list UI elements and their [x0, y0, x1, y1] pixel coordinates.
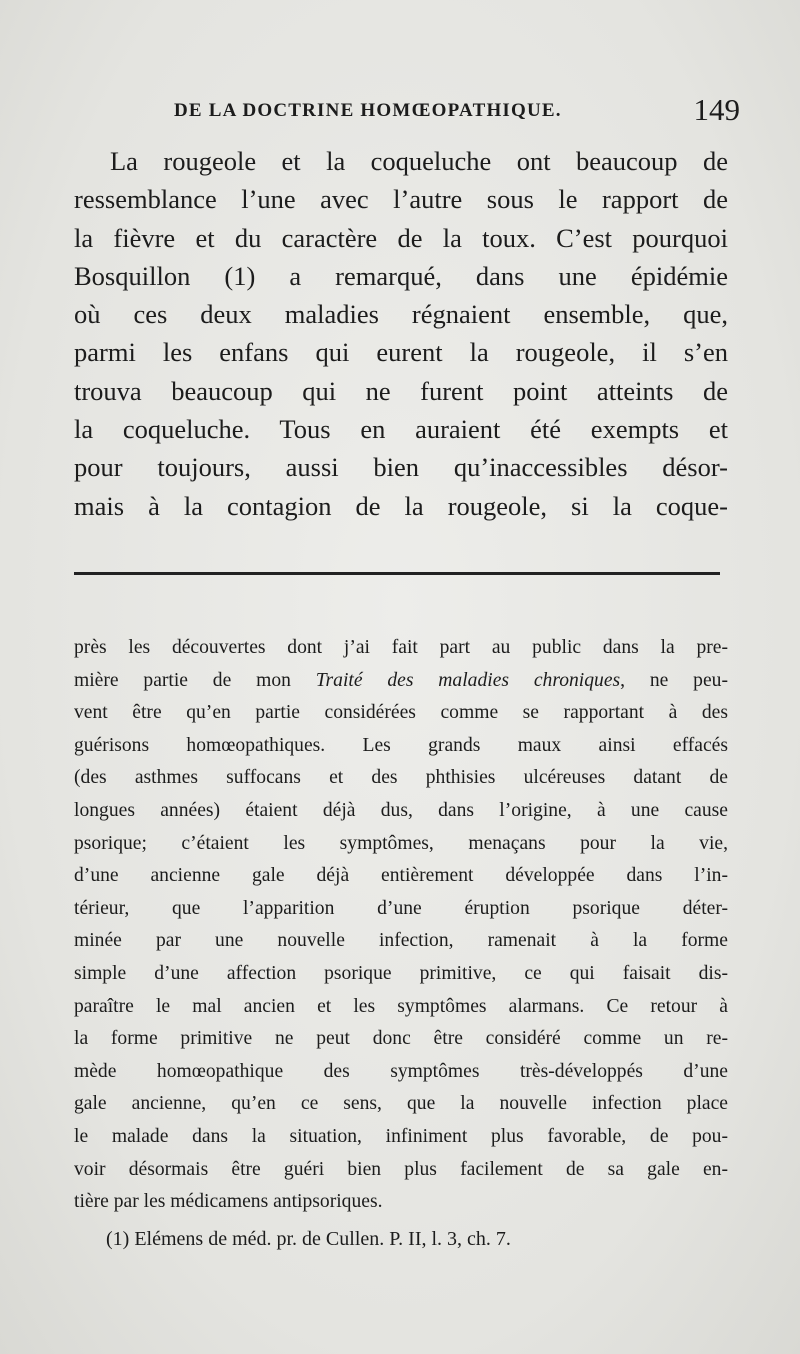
- text-line: parmi les enfans qui eurent la rougeole, il s’en: [74, 337, 728, 368]
- text-line: trouva beaucoup qui ne furent point atteints de: [74, 375, 728, 406]
- footnote-divider: [74, 572, 720, 575]
- main-text: [74, 142, 728, 525]
- footnote-line: d’une ancienne gale déjà entièrement développée dans l’in-: [74, 865, 728, 887]
- footnote-fragment: , ne peu-: [620, 669, 728, 691]
- text-line: où ces deux maladies régnaient ensemble, que,: [74, 299, 728, 330]
- footnote-fragment: mière partie de mon: [74, 669, 316, 691]
- footnote-line: gale ancienne, qu’en ce sens, que la nouvelle infection place: [74, 1093, 728, 1115]
- footnote-line: [74, 665, 728, 698]
- text-line: Bosquillon (1) a remarqué, dans une épidémie: [74, 260, 728, 291]
- footnote-line: mède homœopathique des symptômes très-développés d’une: [74, 1060, 728, 1082]
- footnote-line: tière par les médicamens antipsoriques.: [74, 1191, 383, 1213]
- footnote-line: guérisons homœopathiques. Les grands maux ainsi effacés: [74, 734, 728, 756]
- footnote-line: térieur, que l’apparition d’une éruption psorique déter-: [74, 897, 728, 919]
- text-line: ressemblance l’une avec l’autre sous le rapport de: [74, 184, 728, 215]
- footnote-line: longues années) étaient déjà dus, dans l’origine, à une cause: [74, 799, 728, 821]
- text-line: la fièvre et du caractère de la toux. C’est pourquoi: [74, 222, 728, 253]
- text-line: La rougeole et la coqueluche ont beaucoup de: [110, 146, 728, 176]
- footnote-line: voir désormais être guéri bien plus facilement de sa gale en-: [74, 1158, 728, 1180]
- footnote-line: paraître le mal ancien et les symptômes alarmans. Ce retour à: [74, 995, 728, 1017]
- footnote-line: près les découvertes dont j’ai fait part au public dans la pre-: [74, 637, 728, 658]
- footnote-line: le malade dans la situation, infiniment plus favorable, de pou-: [74, 1125, 728, 1147]
- running-title: DE LA DOCTRINE HOMŒOPATHIQUE.: [174, 100, 562, 121]
- footnote-reference: (1) Elémens de méd. pr. de Cullen. P. II, l. 3, ch. 7.: [106, 1227, 511, 1250]
- book-title-italic: Traité des maladies chroniques: [315, 669, 621, 691]
- footnote-line: la forme primitive ne peut donc être considéré comme un re-: [74, 1028, 728, 1050]
- running-header: [174, 92, 740, 132]
- footnote-line: vent être qu’en partie considérées comme se rapportant à des: [74, 702, 728, 724]
- footnote-line: simple d’une affection psorique primitive, ce qui faisait dis-: [74, 962, 728, 984]
- text-line: pour toujours, aussi bien qu’inaccessibles désor-: [74, 452, 728, 483]
- footnote-line: psorique; c’étaient les symptômes, menaçans pour la vie,: [74, 832, 728, 854]
- text-line: la coqueluche. Tous en auraient été exempts et: [74, 414, 728, 445]
- footnote-line: (des asthmes suffocans et des phthisies ulcéreuses datant de: [74, 767, 728, 789]
- text-line: mais à la contagion de la rougeole, si la coque-: [74, 490, 728, 521]
- page-number: 149: [693, 92, 740, 127]
- footnote-block: [74, 632, 728, 1257]
- footnote-line: minée par une nouvelle infection, ramenait à la forme: [74, 930, 728, 952]
